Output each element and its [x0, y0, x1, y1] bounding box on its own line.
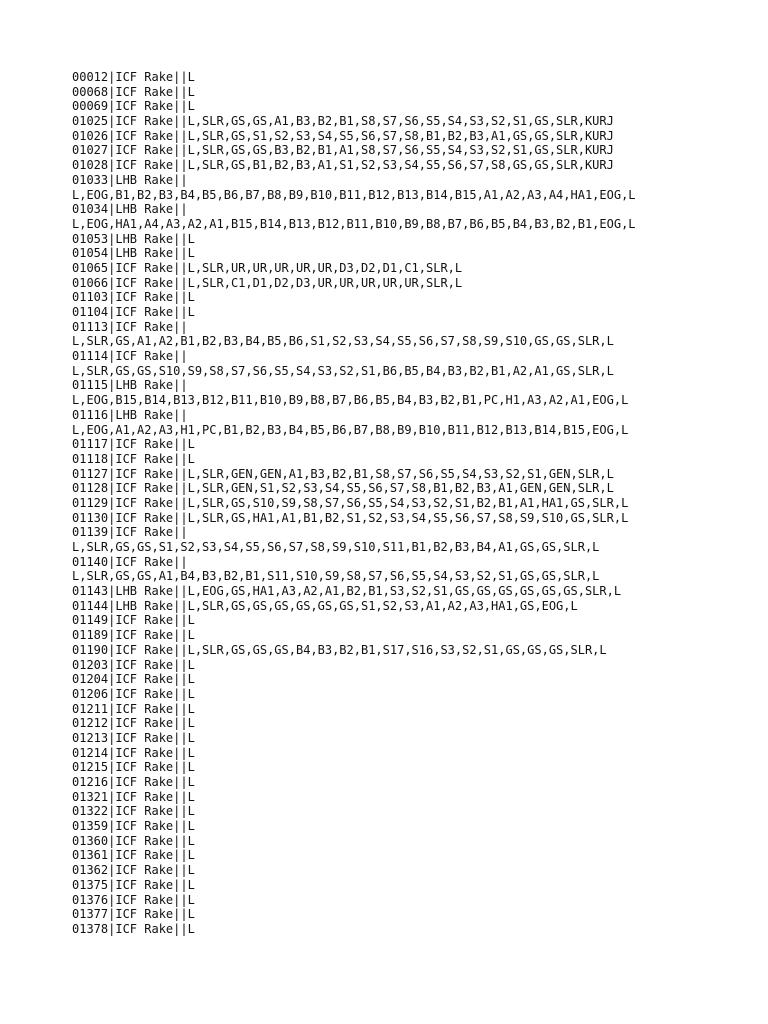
document-line: 01053|LHB Rake||L [72, 231, 195, 246]
document-line: 01027|ICF Rake||L,SLR,GS,GS,B3,B2,B1,A1,S8,S7,S6,S5,S4,S3,S2,S1,GS,SLR,KURJ [72, 143, 614, 158]
document-line: 01139|ICF Rake|| [72, 525, 188, 540]
document-line: 01129|ICF Rake||L,SLR,GS,S10,S9,S8,S7,S6,S5,S4,S3,S2,S1,B2,B1,A1,HA1,GS,SLR,L [72, 495, 629, 510]
document-line: 01033|LHB Rake|| [72, 172, 188, 187]
document-line: 01321|ICF Rake||L [72, 789, 195, 804]
document-line: 01189|ICF Rake||L [72, 628, 195, 643]
document-line: 01054|LHB Rake||L [72, 246, 195, 261]
document-line: 01143|LHB Rake||L,EOG,GS,HA1,A3,A2,A1,B2,B1,S3,S2,S1,GS,GS,GS,GS,GS,GS,SLR,L [72, 584, 622, 599]
document-line: 00068|ICF Rake||L [72, 84, 195, 99]
document-line: 01203|ICF Rake||L [72, 657, 195, 672]
document-text-body [72, 70, 752, 937]
document-line: 01204|ICF Rake||L [72, 672, 195, 687]
document-line: 01025|ICF Rake||L,SLR,GS,GS,A1,B3,B2,B1,S8,S7,S6,S5,S4,S3,S2,S1,GS,SLR,KURJ [72, 114, 614, 129]
document-line: 01144|LHB Rake||L,SLR,GS,GS,GS,GS,GS,GS,S1,S2,S3,A1,A2,A3,HA1,GS,EOG,L [72, 598, 578, 613]
document-line: 01214|ICF Rake||L [72, 745, 195, 760]
document-line: L,EOG,A1,A2,A3,H1,PC,B1,B2,B3,B4,B5,B6,B7,B8,B9,B10,B11,B12,B13,B14,B15,EOG,L [72, 422, 629, 437]
document-line: 01206|ICF Rake||L [72, 686, 195, 701]
document-line: L,SLR,GS,GS,S1,S2,S3,S4,S5,S6,S7,S8,S9,S10,S11,B1,B2,B3,B4,A1,GS,GS,SLR,L [72, 540, 600, 554]
document-line: 01130|ICF Rake||L,SLR,GS,HA1,A1,B1,B2,S1,S2,S3,S4,S5,S6,S7,S8,S9,S10,GS,SLR,L [72, 510, 629, 525]
document-line: 01375|ICF Rake||L [72, 877, 195, 892]
document-line: 01360|ICF Rake||L [72, 833, 195, 848]
document-line: 01359|ICF Rake||L [72, 819, 195, 834]
document-line: 01361|ICF Rake||L [72, 848, 195, 863]
document-line: 01216|ICF Rake||L [72, 775, 195, 789]
document-line: L,SLR,GS,GS,A1,B4,B3,B2,B1,S11,S10,S9,S8,S7,S6,S5,S4,S3,S2,S1,GS,GS,SLR,L [72, 569, 600, 584]
document-line: 01128|ICF Rake||L,SLR,GEN,S1,S2,S3,S4,S5,S6,S7,S8,B1,B2,B3,A1,GEN,GEN,SLR,L [72, 481, 614, 496]
document-line: 01212|ICF Rake||L [72, 716, 195, 731]
document-line: 01117|ICF Rake||L [72, 437, 195, 452]
document-line: 01376|ICF Rake||L [72, 892, 195, 907]
document-line: 01066|ICF Rake||L,SLR,C1,D1,D2,D3,UR,UR,UR,UR,UR,SLR,L [72, 275, 463, 290]
document-line: 01104|ICF Rake||L [72, 305, 195, 319]
document-line: 01034|LHB Rake|| [72, 202, 188, 217]
document-line: 01362|ICF Rake||L [72, 863, 195, 878]
document-line: 01140|ICF Rake|| [72, 554, 188, 569]
document-line: L,EOG,B15,B14,B13,B12,B11,B10,B9,B8,B7,B6,B5,B4,B3,B2,B1,PC,H1,A3,A2,A1,EOG,L [72, 393, 629, 408]
document-line: L,SLR,GS,GS,S10,S9,S8,S7,S6,S5,S4,S3,S2,S1,B6,B5,B4,B3,B2,B1,A2,A1,GS,SLR,L [72, 363, 614, 378]
document-line: 00069|ICF Rake||L [72, 99, 195, 114]
document-line: 01028|ICF Rake||L,SLR,GS,B1,B2,B3,A1,S1,S2,S3,S4,S5,S6,S7,S8,GS,GS,SLR,KURJ [72, 158, 614, 173]
document-line: 01113|ICF Rake|| [72, 319, 188, 334]
document-line: 01103|ICF Rake||L [72, 290, 195, 305]
document-line: L,SLR,GS,A1,A2,B1,B2,B3,B4,B5,B6,S1,S2,S3,S4,S5,S6,S7,S8,S9,S10,GS,GS,SLR,L [72, 334, 614, 349]
document-page [72, 70, 752, 937]
document-line: 01026|ICF Rake||L,SLR,GS,S1,S2,S3,S4,S5,S6,S7,S8,B1,B2,B3,A1,GS,GS,SLR,KURJ [72, 128, 614, 143]
document-line: L,EOG,B1,B2,B3,B4,B5,B6,B7,B8,B9,B10,B11,B12,B13,B14,B15,A1,A2,A3,A4,HA1,EOG,L [72, 187, 636, 202]
document-line: 01065|ICF Rake||L,SLR,UR,UR,UR,UR,UR,D3,D2,D1,C1,SLR,L [72, 260, 463, 275]
document-line: 01127|ICF Rake||L,SLR,GEN,GEN,A1,B3,B2,B1,S8,S7,S6,S5,S4,S3,S2,S1,GEN,SLR,L [72, 466, 614, 481]
document-line: 01114|ICF Rake|| [72, 349, 188, 364]
document-line: 01377|ICF Rake||L [72, 907, 195, 922]
document-line: 01115|LHB Rake|| [72, 378, 188, 393]
document-line: L,EOG,HA1,A4,A3,A2,A1,B15,B14,B13,B12,B11,B10,B9,B8,B7,B6,B5,B4,B3,B2,B1,EOG,L [72, 216, 636, 231]
document-line: 01211|ICF Rake||L [72, 701, 195, 716]
document-line: 01118|ICF Rake||L [72, 451, 195, 466]
document-line: 01190|ICF Rake||L,SLR,GS,GS,GS,B4,B3,B2,B1,S17,S16,S3,S2,S1,GS,GS,GS,SLR,L [72, 642, 607, 657]
document-line: 01215|ICF Rake||L [72, 760, 195, 775]
document-line: 00012|ICF Rake||L [72, 70, 195, 84]
document-line: 01149|ICF Rake||L [72, 613, 195, 628]
document-line: 01322|ICF Rake||L [72, 804, 195, 819]
document-line: 01213|ICF Rake||L [72, 730, 195, 745]
document-line: 01378|ICF Rake||L [72, 921, 195, 936]
document-line: 01116|LHB Rake|| [72, 407, 188, 422]
